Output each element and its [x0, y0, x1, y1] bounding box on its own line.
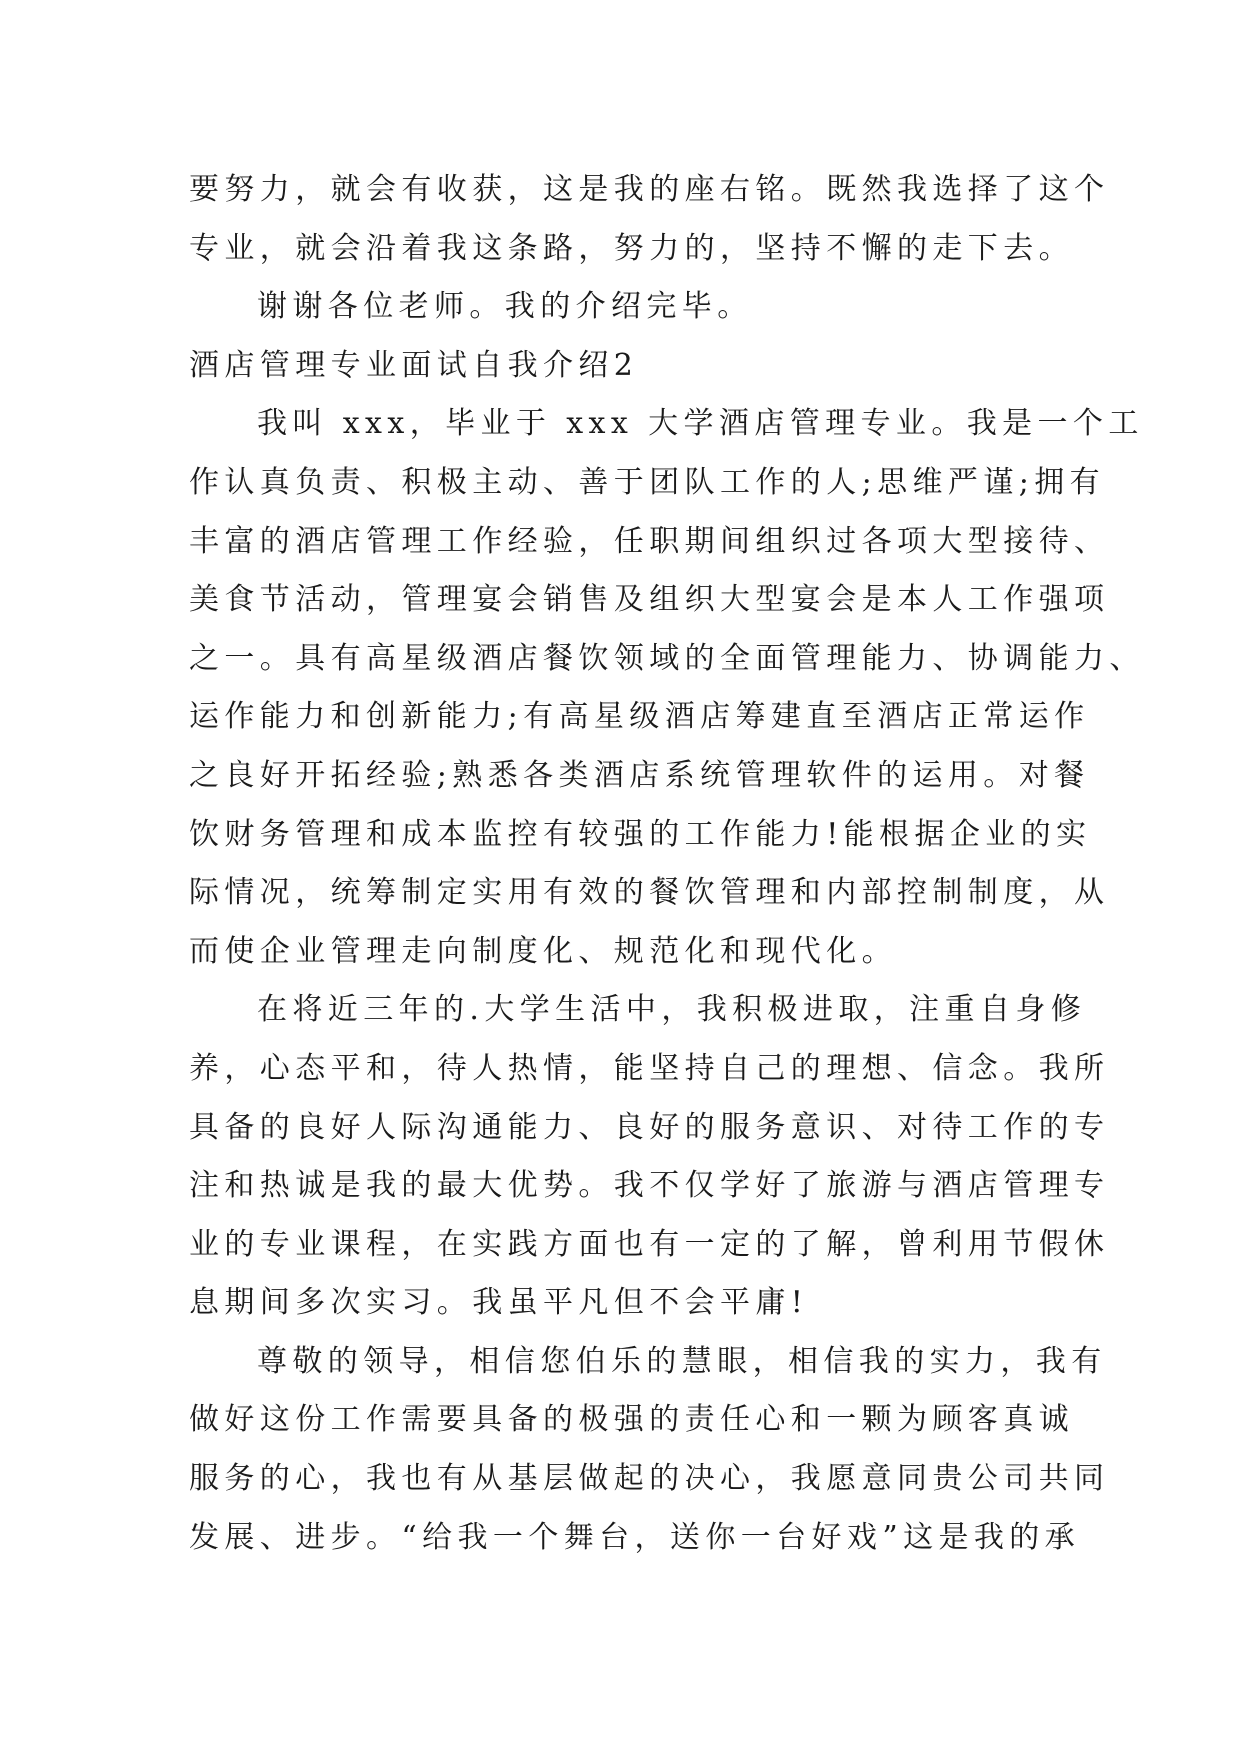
text-line: 业的专业课程，在实践方面也有一定的了解，曾利用节假休 [189, 1226, 1110, 1262]
text-line: 尊敬的领导，相信您伯乐的慧眼，相信我的实力，我有 [257, 1343, 1107, 1379]
text-line: 要努力，就会有收获，这是我的座右铭。既然我选择了这个 [189, 172, 1110, 207]
text-line: 而使企业管理走向制度化、规范化和现代化。 [189, 933, 897, 969]
document-body [189, 161, 1145, 1567]
text-line: 养，心态平和，待人热情，能坚持自己的理想、信念。我所 [189, 1050, 1110, 1086]
text-line: 运作能力和创新能力;有高星级酒店筹建直至酒店正常运作 [189, 699, 1090, 735]
text-line: 之一。具有高星级酒店餐饮领域的全面管理能力、协调能力、 [189, 640, 1145, 676]
text-line: 注和热诚是我的最大优势。我不仅学好了旅游与酒店管理专 [189, 1168, 1110, 1204]
text-line: 美食节活动，管理宴会销售及组织大型宴会是本人工作强项 [189, 582, 1110, 618]
text-line: 我叫 xxx，毕业于 xxx 大学酒店管理专业。我是一个工 [257, 406, 1144, 442]
text-line: 在将近三年的.大学生活中，我积极进取，注重自身修 [257, 992, 1087, 1028]
text-line: 做好这份工作需要具备的极强的责任心和一颗为顾客真诚 [189, 1402, 1074, 1438]
text-line: 作认真负责、积极主动、善于团队工作的人;思维严谨;拥有 [189, 464, 1106, 500]
text-line: 服务的心，我也有从基层做起的决心，我愿意同贵公司共同 [189, 1461, 1110, 1497]
section-heading: 酒店管理专业面试自我介绍2 [189, 347, 639, 383]
text-line: 发展、进步。“给我一个舞台，送你一台好戏”这是我的承 [189, 1519, 1081, 1555]
text-line: 际情况，统筹制定实用有效的餐饮管理和内部控制制度，从 [189, 875, 1110, 911]
text-line: 息期间多次实习。我虽平凡但不会平庸! [189, 1285, 809, 1321]
text-line: 丰富的酒店管理工作经验，任职期间组织过各项大型接待、 [189, 523, 1110, 559]
text-line: 专业，就会沿着我这条路，努力的，坚持不懈的走下去。 [189, 230, 1074, 266]
text-line: 具备的良好人际沟通能力、良好的服务意识、对待工作的专 [189, 1109, 1110, 1145]
text-line: 谢谢各位老师。我的介绍完毕。 [257, 289, 753, 325]
text-line: 饮财务管理和成本监控有较强的工作能力!能根据企业的实 [189, 816, 1092, 852]
text-line: 之良好开拓经验;熟悉各类酒店系统管理软件的运用。对餐 [189, 757, 1090, 793]
